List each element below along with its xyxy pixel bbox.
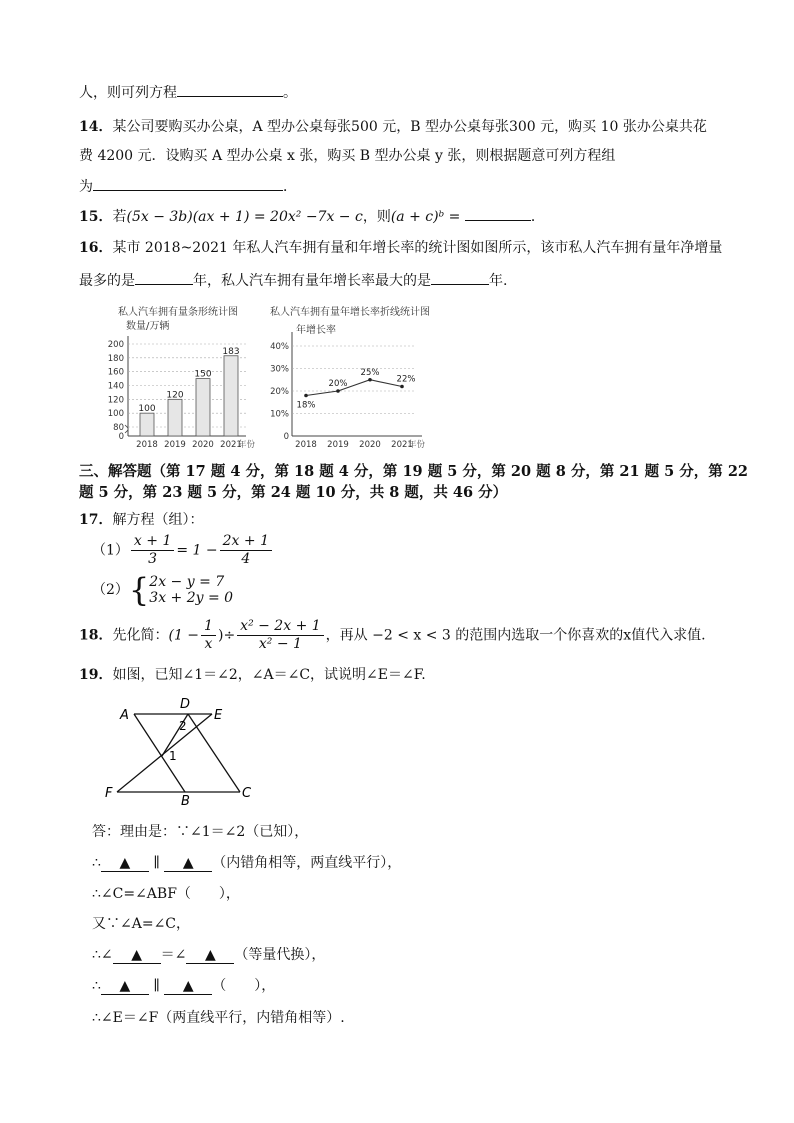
q16-line2: 最多的是 年，私人汽车拥有量年增长率最大的是 年. <box>79 270 507 291</box>
fill-blank: ▲ <box>113 947 161 964</box>
q19-answer-2: ∴ ▲ ∥ ▲ （内错角相等，两直线平行）， <box>92 855 402 871</box>
line-y-tick: 30% <box>270 364 289 375</box>
bar <box>168 399 182 436</box>
line-x-tick: 2020 <box>359 440 381 450</box>
label-A: A <box>120 708 129 723</box>
line-chart-body <box>270 332 425 450</box>
line-value-label: 20% <box>328 379 348 389</box>
answer-blank <box>135 270 193 285</box>
line-x-tick: 2021 <box>391 440 413 450</box>
line-value-label: 25% <box>360 367 380 378</box>
q14-line3: 为 ． <box>79 176 297 197</box>
bar-x-tick: 2018 <box>136 440 158 450</box>
line-y-tick: 10% <box>270 409 289 420</box>
bar-x-label: 年份 <box>238 440 256 450</box>
section3-heading-2: 题 5 分，第 23 题 5 分，第 24 题 10 分，共 8 题，共 46 分） <box>79 484 508 501</box>
bar-x-tick: 2021 <box>220 440 242 450</box>
line-x-tick: 2019 <box>327 440 349 450</box>
section3-heading: 三、解答题（第 17 题 4 分，第 18 题 4 分，第 19 题 5 分，第 20 题 8 分，第 21 题 5 分，第 22 <box>79 463 749 480</box>
bar-value-label: 183 <box>222 346 240 357</box>
bar <box>196 379 210 436</box>
q19: 19．如图，已知∠1＝∠2，∠A＝∠C，试说明∠E＝∠F. <box>79 667 426 683</box>
line-value-label: 22% <box>396 374 416 385</box>
bar <box>140 413 154 436</box>
equation-system: 2x − y = 7 3x + 2y = 0 <box>149 574 234 606</box>
bar-y-tick: 200 <box>107 340 124 350</box>
line-y-tick: 20% <box>270 387 289 397</box>
q14-line2: 费 4200 元．设购买 A 型办公桌 x 张，购买 B 型办公桌 y 张，则根据题意可列方程组 <box>79 148 616 164</box>
q18: 18．先化简：(1 − $\frac{1}{x}$ )÷ $\frac{\text{x² − 2x + 1}}{\text{x² − 1}}$ ，再从 −2 < x < 3 的范围内选取一个你喜欢的x值代入求值. <box>79 618 706 652</box>
bar-value-label: 100 <box>138 404 156 415</box>
fill-blank: ▲ <box>101 978 149 995</box>
line-y-tick: 0 <box>283 432 289 442</box>
bar-y-tick: 180 <box>107 353 124 364</box>
line-point <box>304 394 308 398</box>
q13-tail: 人，则可列方程 。 <box>79 82 297 103</box>
q19-answer-1: 答：理由是：∵∠1＝∠2（已知）， <box>92 824 309 840</box>
fill-blank: ▲ <box>164 855 212 872</box>
label-F: F <box>105 786 113 801</box>
bar-y-tick: 120 <box>107 395 124 406</box>
label-B: B <box>181 794 190 809</box>
label-angle-2: 2 <box>179 719 187 733</box>
q15: 15．若(5x − 3b)(ax + 1) = 20x² −7x − c，则(a + c)ᵇ = ． <box>79 206 545 227</box>
bar-chart <box>104 298 266 450</box>
q19-answer-5: ∴∠ ▲ ＝∠ ▲ （等量代换）， <box>92 947 326 963</box>
label-E: E <box>214 708 223 723</box>
bar-x-tick: 2019 <box>164 440 186 450</box>
q14-line1: 14．某公司要购买办公桌，A 型办公桌每张500 元，B 型办公桌每张300 元，购买 10 张办公桌共花 <box>79 119 707 135</box>
line-y-tick: 40% <box>270 342 289 352</box>
fraction: $\frac{2x + 1}{4}$ <box>220 533 272 568</box>
bar-y-tick: 140 <box>107 381 124 392</box>
bar-y-tick: 0 <box>118 432 124 442</box>
q17-part1: （1） $\frac{x + 1}{3}$ = 1 − $\frac{2x + 1}{4}$ <box>92 533 274 568</box>
answer-blank <box>465 206 531 221</box>
fraction: $\frac{\text{x² − 2x + 1}}{\text{x² − 1}}$ <box>237 618 323 653</box>
bar-y-tick: 80 <box>113 423 124 433</box>
line-value-label: 18% <box>296 400 316 411</box>
answer-blank <box>177 82 283 97</box>
label-angle-1: 1 <box>169 749 177 763</box>
line-point <box>368 378 372 382</box>
q17: 17．解方程（组）： <box>79 512 204 528</box>
bar-x-tick: 2020 <box>192 440 214 450</box>
line-x-tick: 2018 <box>295 440 317 450</box>
q19-answer-7: ∴∠E＝∠F（两直线平行，内错角相等）. <box>92 1010 345 1026</box>
bar-y-tick: 100 <box>107 409 124 420</box>
line-chart-ylabel: 年增长率 <box>296 325 336 336</box>
q17-part2: （2）{ 2x − y = 7 3x + 2y = 0 <box>92 571 234 609</box>
line-x-label: 年份 <box>408 440 426 450</box>
geometry-figure <box>100 692 270 810</box>
fraction: $\frac{1}{x}$ <box>201 618 216 653</box>
label-C: C <box>242 786 252 801</box>
bar-value-label: 150 <box>194 369 212 380</box>
bar <box>224 356 238 436</box>
fraction: $\frac{x + 1}{3}$ <box>131 533 174 568</box>
bar-chart-body <box>108 336 256 450</box>
q19-answer-4: 又∵∠A=∠C， <box>92 916 191 932</box>
bar-chart-title: 私人汽车拥有量条形统计图 <box>118 307 238 318</box>
answer-blank <box>93 176 283 191</box>
line-series <box>306 380 402 396</box>
fill-blank: ▲ <box>186 947 234 964</box>
answer-blank <box>431 270 489 285</box>
fill-blank: ▲ <box>164 978 212 995</box>
line-chart <box>264 298 444 450</box>
line-chart-title: 私人汽车拥有量年增长率折线统计图 <box>270 307 430 318</box>
fill-blank: ▲ <box>101 855 149 872</box>
label-D: D <box>180 697 191 712</box>
bar-value-label: 120 <box>166 390 184 401</box>
q19-answer-6: ∴ ▲ ∥ ▲ （ ）， <box>92 978 276 994</box>
bar-chart-ylabel: 数量/万辆 <box>126 321 170 332</box>
line-point <box>336 389 340 393</box>
q19-answer-3: ∴∠C=∠ABF（ ）， <box>92 886 240 902</box>
bar-y-tick: 160 <box>107 367 124 378</box>
line-point <box>400 385 404 389</box>
q16-line1: 16．某市 2018~2021 年私人汽车拥有量和年增长率的统计图如图所示，该市私人汽车拥有量年净增量 <box>79 240 723 256</box>
